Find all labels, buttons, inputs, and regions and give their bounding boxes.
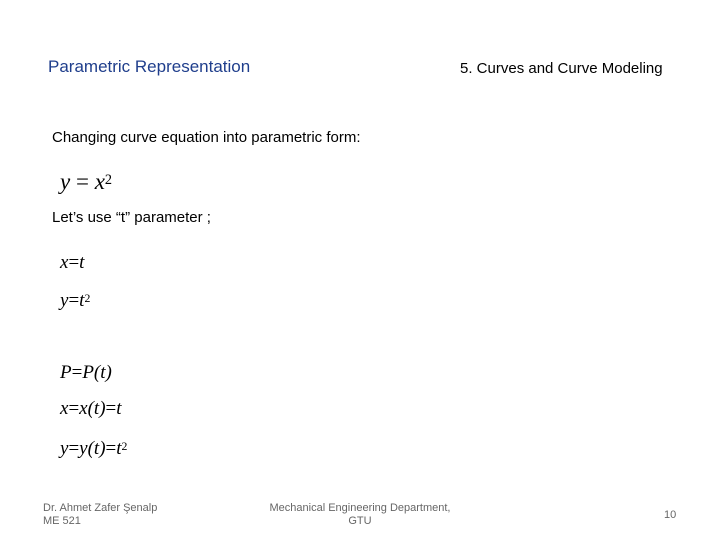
- eq-rhs: t: [79, 252, 85, 273]
- eq-base: x: [94, 169, 105, 194]
- eq-lhs: P: [60, 362, 72, 383]
- param-eq-y: [60, 290, 90, 312]
- footer-course: ME 521: [43, 515, 81, 527]
- eq-exponent: 2: [104, 172, 113, 189]
- param-eq-x: [60, 252, 84, 274]
- slide-title: Parametric Representation: [48, 57, 251, 76]
- eq-lhs: x: [60, 252, 69, 273]
- vector-eq-y: [60, 438, 127, 460]
- eq-sign: =: [75, 169, 89, 194]
- eq-exponent: 2: [121, 439, 128, 453]
- eq-sign: =: [68, 398, 80, 419]
- chapter-title: 5. Curves and Curve Modeling: [460, 60, 663, 77]
- eq-sign: =: [105, 398, 117, 419]
- footer-institution: GTU: [348, 515, 372, 527]
- eq-sign: =: [68, 438, 80, 459]
- eq-sign: =: [105, 438, 117, 459]
- page-number: 10: [664, 509, 677, 521]
- footer-department-block: [265, 502, 455, 528]
- eq-sign: =: [71, 362, 83, 383]
- eq-base: t: [79, 290, 85, 311]
- eq-sign: =: [68, 290, 80, 311]
- vector-eq-x: [60, 398, 122, 420]
- eq-lhs: x: [60, 398, 69, 419]
- eq-lhs: y: [60, 169, 71, 194]
- footer-author: Dr. Ahmet Zafer Şenalp: [43, 502, 158, 514]
- eq-sign: =: [68, 252, 80, 273]
- eq-mid: x(t): [79, 398, 106, 419]
- eq-rhs: P(t): [82, 362, 112, 383]
- footer-department: Mechanical Engineering Department,: [269, 502, 451, 514]
- eq-lhs: y: [60, 438, 69, 459]
- eq-lhs: y: [60, 290, 69, 311]
- eq-mid: y(t): [79, 438, 106, 459]
- equation-original: [60, 169, 112, 195]
- parameter-text: Let’s use “t” parameter ;: [52, 209, 211, 226]
- eq-rhs: t: [116, 398, 122, 419]
- vector-eq-p: [60, 362, 112, 384]
- eq-base: t: [116, 438, 122, 459]
- footer-author-block: [43, 502, 157, 528]
- eq-exponent: 2: [84, 291, 91, 305]
- intro-text: Changing curve equation into parametric form:: [52, 129, 361, 146]
